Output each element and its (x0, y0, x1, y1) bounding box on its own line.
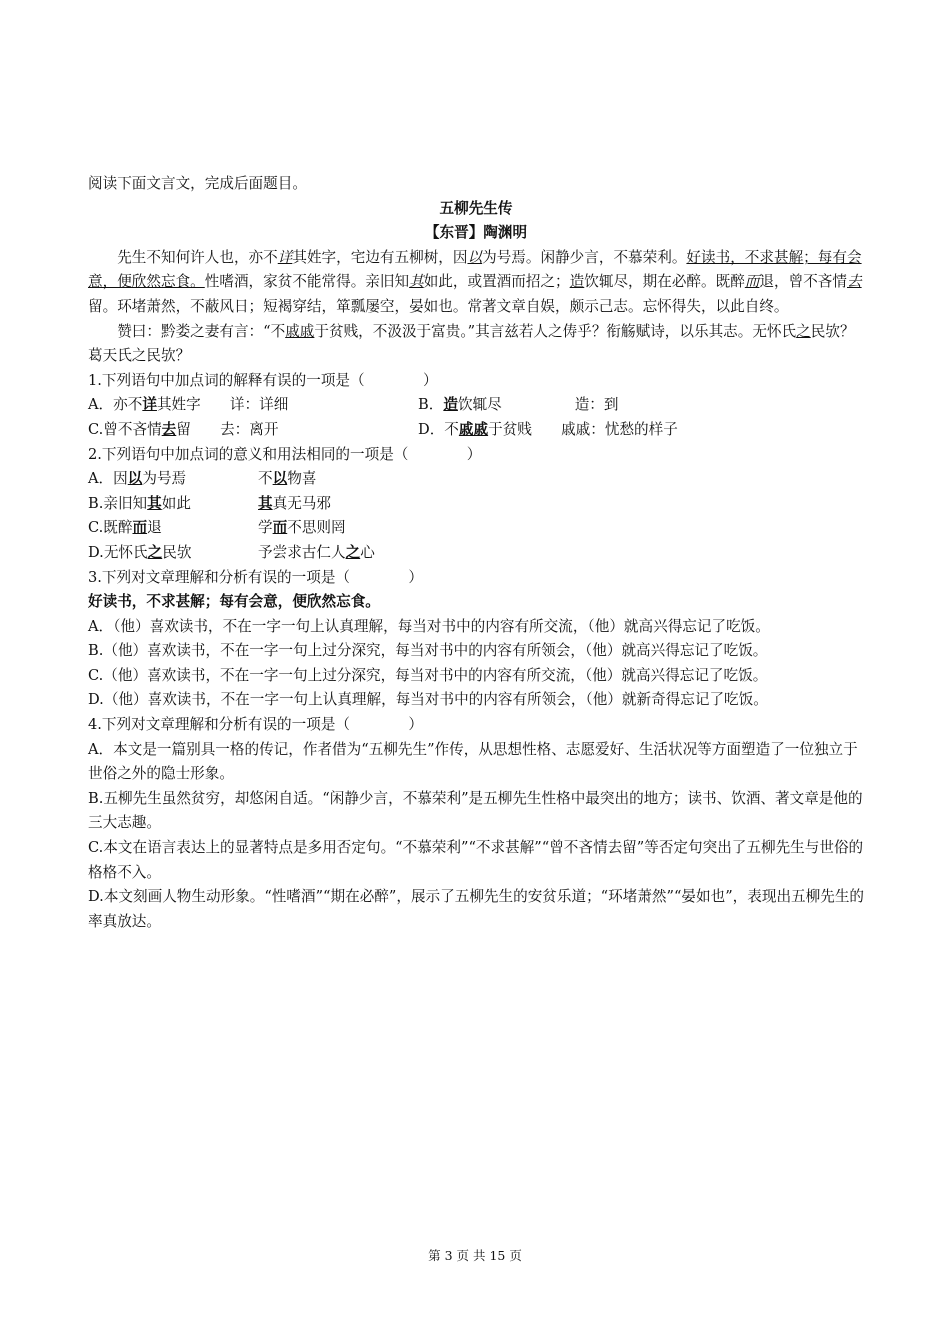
question-3-quote: 好读书，不求甚解；每有会意，便欣然忘食。 (88, 593, 380, 611)
option-c: C.曾不吝情去留 去：离开 (88, 420, 279, 438)
question-1-options-cd (88, 418, 864, 443)
question-1-stem: 1.下列语句中加点词的解释有误的一项是（ ） (88, 371, 438, 389)
question-3-option-c: C.（他）喜欢读书，不在一字一句上过分深究，每当对书中的内容有所交流，（他）就高兴得忘记了吃饭。 (88, 666, 768, 684)
passage-title: 五柳先生传 (439, 199, 513, 217)
intro-text: 阅读下面文言文，完成后面题目。 (88, 175, 307, 192)
question-4-option-d: D.本文刻画人物生动形象。“性嗜酒”“期在必醉”，展示了五柳先生的安贫乐道；“环堵萧然”“晏如也”，表现出五柳先生的率真放达。 (88, 888, 865, 930)
dotted-word: 其 (409, 273, 424, 291)
question-4-option-a: A．本文是一篇别具一格的传记，作者借为“五柳先生”作传，从思想性格、志愿爱好、生活状况等方面塑造了一位独立于世俗之外的隐士形象。 (88, 740, 858, 783)
question-4-option-b: B.五柳先生虽然贫穷，却悠闲自适。“闲静少言，不慕荣利”是五柳先生性格中最突出的地方；读书、饮酒、著文章是他的三大志趣。 (88, 789, 863, 832)
question-2-option-b: B.亲旧知其如此 其真无马邪 (88, 494, 331, 512)
option-b: B．造饮辄尽 造：到 (418, 396, 619, 414)
question-3-option-b: B.（他）喜欢读书，不在一字一句上过分深究，每当对书中的内容有所领会，（他）就高兴得忘记了吃饭。 (88, 642, 768, 660)
dotted-word: 详 (277, 248, 293, 266)
question-1-options-ab (88, 393, 864, 418)
dotted-word: 造 (569, 273, 585, 291)
dotted-word: 之 (796, 322, 811, 340)
page-footer: 第 3 页 共 15 页 (428, 1248, 522, 1263)
question-3-option-d: D.（他）喜欢读书，不在一字一句上认真理解，每当对书中的内容有所领会，（他）就新奇得忘记了吃饭。 (88, 691, 768, 709)
question-2-option-a: A．因以为号焉 不以物喜 (88, 470, 317, 488)
question-2-option-c: C.既醉而退 学而不思则罔 (88, 519, 346, 537)
question-4-option-c: C.本文在语言表达上的显著特点是多用否定句。“不慕荣利”“不求甚解”“曾不吝情去留”等否定句突出了五柳先生与世俗的格格不入。 (88, 839, 864, 881)
dotted-word: 以 (467, 248, 483, 266)
option-a: A．亦不详其姓字 详：详细 (88, 396, 289, 414)
underlined-sentence: 好读书，不求甚解；每有会意，便欣然忘食。 (88, 248, 862, 291)
passage-paragraph-2: 赞曰：黔娄之妻有言：“不戚戚于贫贱，不汲汲于富贵。”其言兹若人之俦乎？衔觞赋诗，以乐其志。无怀氏之民欤？葛天氏之民欤？ (88, 322, 855, 365)
question-2-option-d: D.无怀氏之民欤 予尝求古仁人之心 (88, 543, 375, 561)
question-2-stem: 2.下列语句中加点词的意义和用法相同的一项是（ ） (88, 445, 482, 463)
dotted-word: 而 (744, 273, 760, 291)
question-4-stem: 4.下列对文章理解和分析有误的一项是（ ） (88, 716, 423, 734)
dotted-word: 去 (847, 273, 862, 291)
passage-paragraph-1: 先生不知何许人也，亦不详其姓字，宅边有五柳树，因以为号焉。闲静少言，不慕荣利。好读书，不求甚解；每有会意，便欣然忘食。性嗜酒，家贫不能常得。亲旧知其如此，或置酒而招之；造饮辄尽，期在必醉。既醉而退，曾不吝情去留。环堵萧然，不蔽风日；短褐穿结，箪瓢屡空，晏如也。常著文章自娱，颇示己志。忘怀得失，以此自终。 (88, 248, 862, 315)
dotted-word: 戚戚 (285, 322, 315, 340)
question-3-option-a: A．（他）喜欢读书，不在一字一句上认真理解，每当对书中的内容有所交流，（他）就高兴得忘记了吃饭。 (88, 617, 770, 635)
option-d: D．不戚戚于贫贱 戚戚：忧愁的样子 (418, 420, 678, 438)
passage-author: 【东晋】陶渊明 (424, 224, 528, 242)
question-3-stem: 3.下列对文章理解和分析有误的一项是（ ） (88, 568, 423, 586)
document-page (88, 172, 864, 934)
